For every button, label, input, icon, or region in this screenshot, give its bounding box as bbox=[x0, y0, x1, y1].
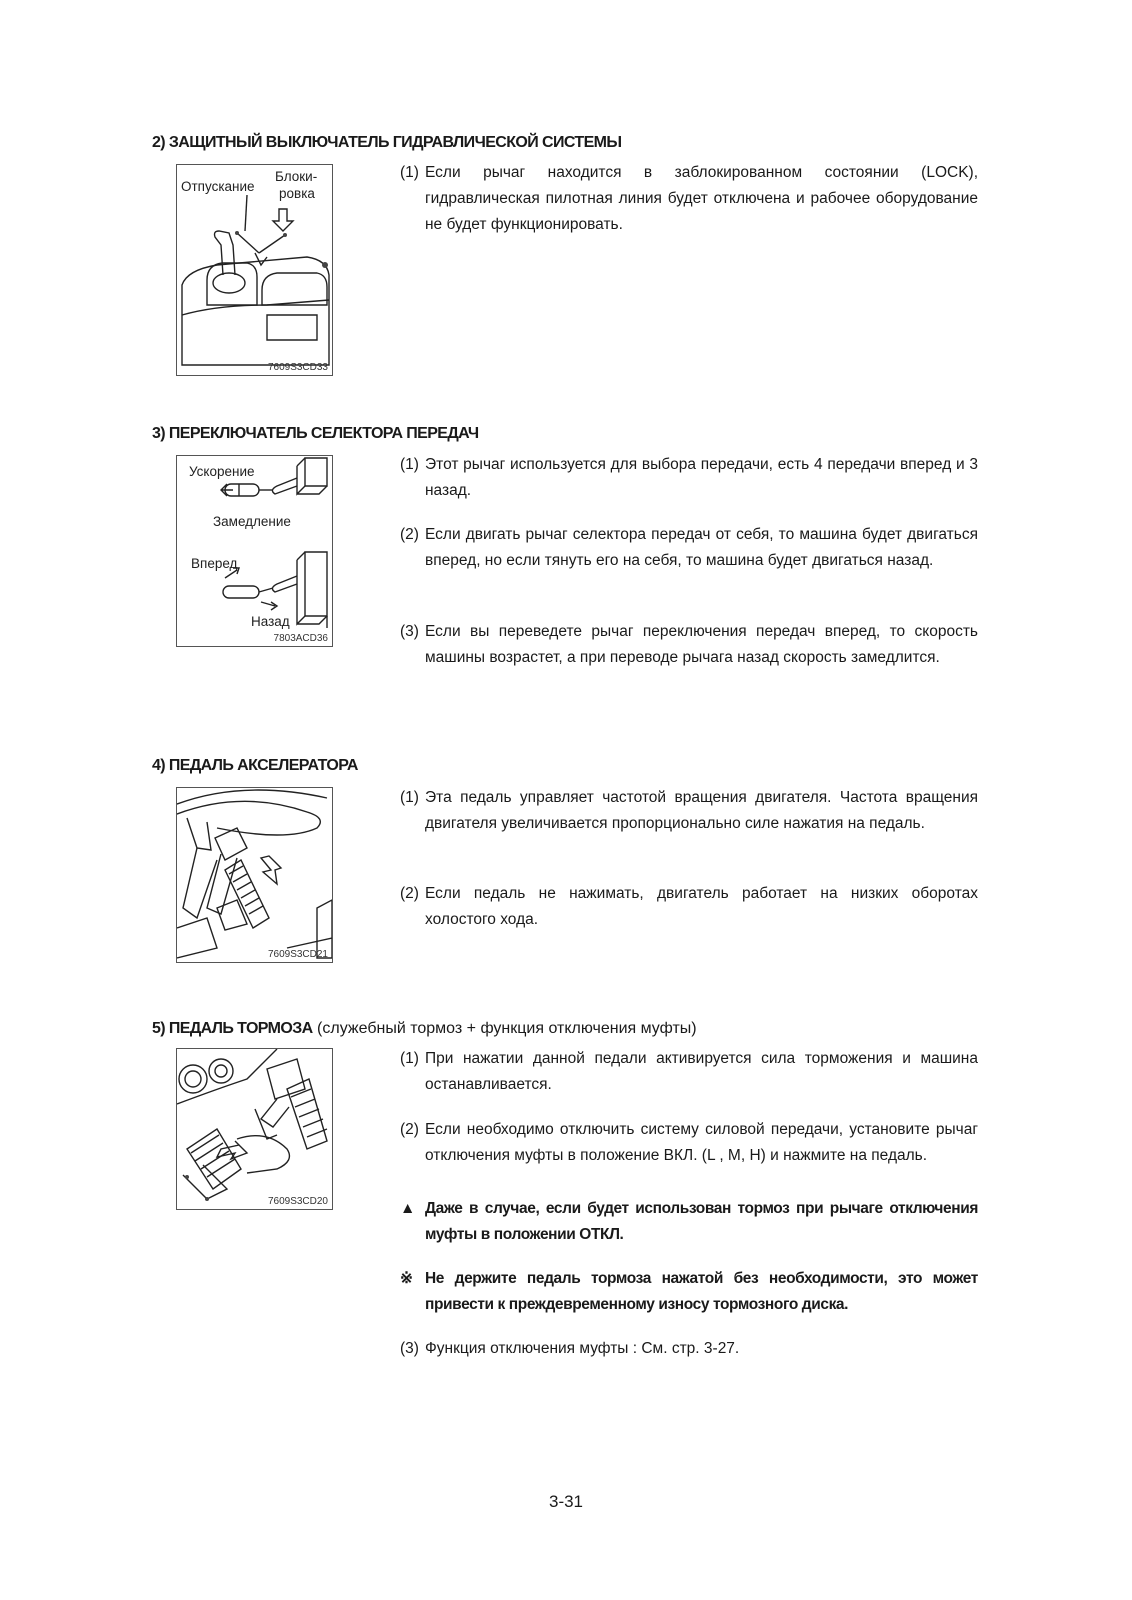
accelerator-pedal-drawing bbox=[177, 788, 332, 962]
list-item bbox=[400, 785, 978, 837]
list-item bbox=[400, 522, 978, 574]
figure-code: 7803ACD36 bbox=[273, 633, 328, 644]
label-acceleration: Ускорение bbox=[189, 464, 255, 479]
item-text: Если двигать рычаг селектора передач от себя, то машина будет двигаться вперед, но если тянуть его на себя, то машина будет двигаться назад. bbox=[425, 526, 978, 569]
page-number: 3-31 bbox=[548, 1492, 584, 1511]
item-number: (1) bbox=[400, 1050, 419, 1067]
list-item bbox=[400, 1117, 978, 1169]
list-item bbox=[400, 160, 978, 238]
label-lock-line1: Блоки- bbox=[275, 169, 318, 184]
figure-accelerator-pedal bbox=[176, 787, 333, 963]
brake-pedal-drawing bbox=[177, 1049, 332, 1209]
figure-code: 7609S3CD33 bbox=[267, 362, 328, 373]
item-text: Эта педаль управляет частотой вращения двигателя. Частота вращения двигателя увеличивается пропорционально силе нажатия на педаль. bbox=[425, 789, 978, 832]
warning-text: Даже в случае, если будет использован тормоз при рычаге отключения муфты в положении ОТКЛ. bbox=[425, 1200, 978, 1243]
item-number: (1) bbox=[400, 456, 419, 473]
label-back: Назад bbox=[251, 614, 290, 629]
item-number: (1) bbox=[400, 789, 419, 806]
warning-icon: ▲ bbox=[400, 1200, 416, 1217]
label-release: Отпускание bbox=[181, 179, 255, 194]
item-text: Функция отключения муфты : См. стр. 3-27. bbox=[425, 1340, 740, 1357]
section-heading-gear-selector: 3) ПЕРЕКЛЮЧАТЕЛЬ СЕЛЕКТОРА ПЕРЕДАЧ bbox=[152, 425, 479, 442]
item-number: (2) bbox=[400, 885, 419, 902]
item-text: Если педаль не нажимать, двигатель работает на низких оборотах холостого хода. bbox=[425, 885, 978, 928]
list-item bbox=[400, 1046, 978, 1098]
item-number: (2) bbox=[400, 1121, 419, 1138]
item-text: Этот рычаг используется для выбора передачи, есть 4 передачи вперед и 3 назад. bbox=[425, 456, 978, 499]
figure-brake-pedal bbox=[176, 1048, 333, 1210]
item-text: При нажатии данной педали активируется сила торможения и машина останавливается. bbox=[425, 1050, 978, 1093]
caution-note bbox=[400, 1266, 978, 1318]
item-text: Если вы переведете рычаг переключения передач вперед, то скорость машины возрастет, а при переводе рычага назад скорость замедлится. bbox=[425, 623, 978, 666]
brake-heading-sub: (служебный тормоз + функция отключения муфты) bbox=[312, 1020, 697, 1037]
section-heading-accelerator: 4) ПЕДАЛЬ АКСЕЛЕРАТОРА bbox=[152, 757, 358, 774]
item-number: (3) bbox=[400, 1340, 419, 1357]
figure-gear-selector bbox=[176, 455, 333, 647]
list-item bbox=[400, 881, 978, 933]
section-heading-brake-pedal bbox=[152, 1020, 697, 1038]
list-item bbox=[400, 452, 978, 504]
item-number: (1) bbox=[400, 164, 419, 181]
figure-code: 7609S3CD20 bbox=[267, 1196, 328, 1207]
brake-heading-main: 5) ПЕДАЛЬ ТОРМОЗА bbox=[152, 1020, 313, 1037]
item-number: (3) bbox=[400, 623, 419, 640]
label-deceleration: Замедление bbox=[213, 514, 291, 529]
section-heading-safety-switch: 2) ЗАЩИТНЫЙ ВЫКЛЮЧАТЕЛЬ ГИДРАВЛИЧЕСКОЙ СИСТЕМЫ bbox=[152, 134, 622, 151]
caution-text: Не держите педаль тормоза нажатой без необходимости, это может привести к преждевременному износу тормозного диска. bbox=[425, 1270, 978, 1313]
label-forward: Вперед bbox=[191, 556, 238, 571]
reference-mark-icon: ※ bbox=[400, 1270, 413, 1287]
item-number: (2) bbox=[400, 526, 419, 543]
list-item bbox=[400, 619, 978, 671]
figure-code: 7609S3CD21 bbox=[267, 949, 328, 960]
item-text: Если рычаг находится в заблокированном состоянии (LOCK), гидравлическая пилотная линия будет отключена и рабочее оборудование не будет функционировать. bbox=[425, 164, 978, 233]
list-item bbox=[400, 1336, 978, 1362]
warning-note bbox=[400, 1196, 978, 1248]
figure-safety-lever bbox=[176, 164, 333, 376]
label-lock-line2: ровка bbox=[279, 186, 315, 201]
item-text: Если необходимо отключить систему силовой передачи, установите рычаг отключения муфты в положение ВКЛ. (L , M, H) и нажмите на педаль. bbox=[425, 1121, 978, 1164]
